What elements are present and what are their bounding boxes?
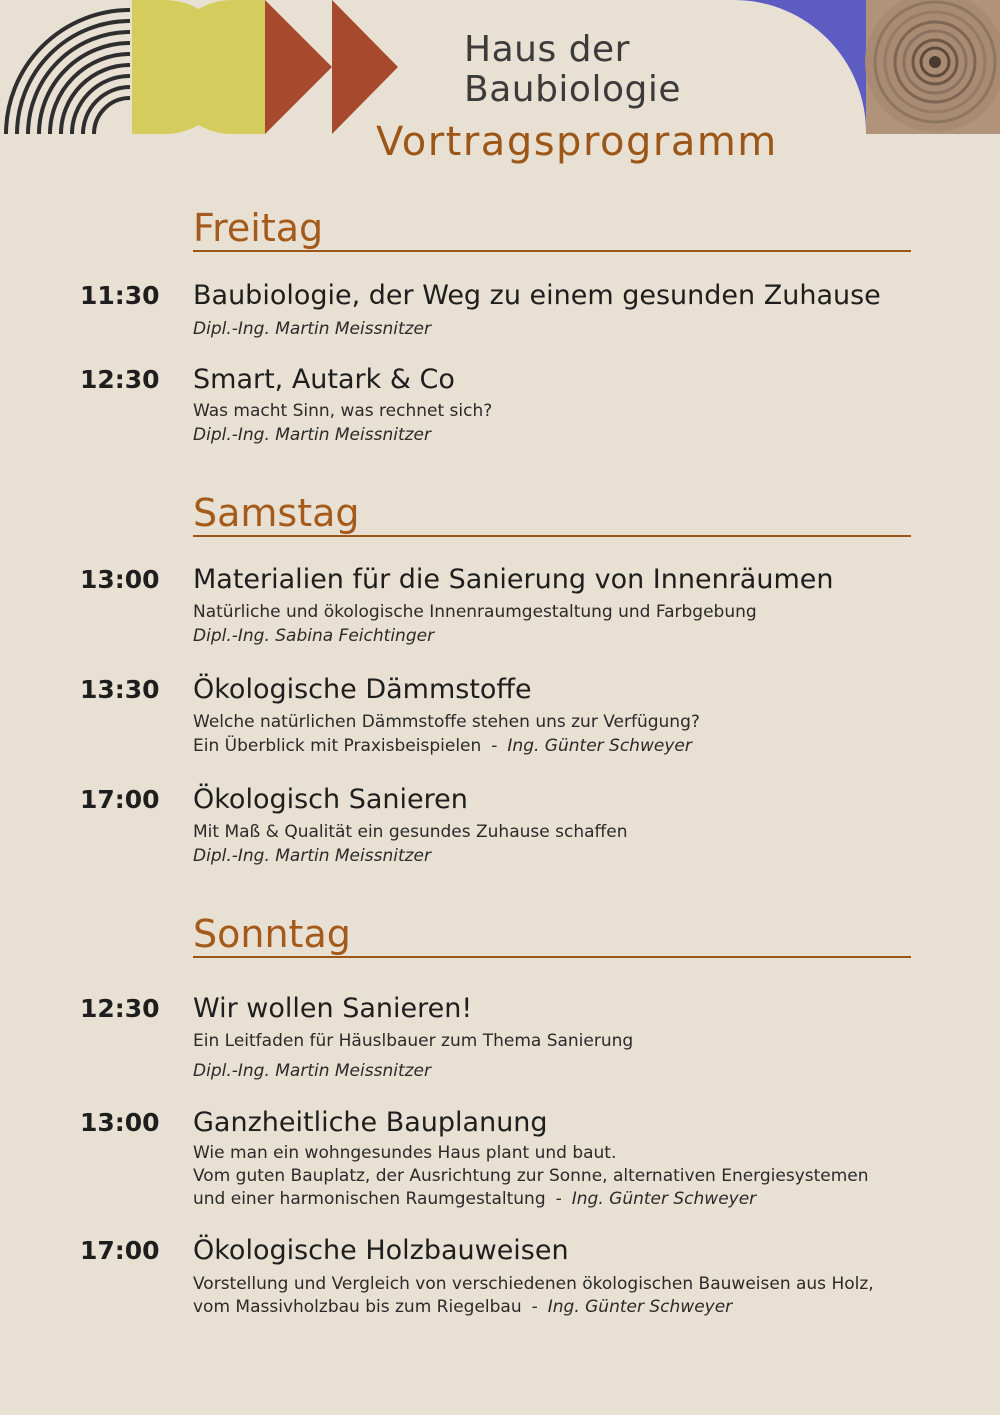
separator-dash: -: [531, 1297, 538, 1317]
event-description-text: und einer harmonischen Raumgestaltung: [193, 1189, 546, 1209]
event-description-line: [193, 1296, 953, 1319]
event-speaker: Ing. Günter Schweyer: [507, 736, 692, 756]
event-title: Smart, Autark & Co: [193, 364, 455, 395]
event-speaker: Dipl.-Ing. Martin Meissnitzer: [193, 425, 431, 445]
event-time: 11:30: [80, 281, 160, 310]
event-time: 17:00: [80, 1236, 160, 1265]
event-speaker: Dipl.-Ing. Sabina Feichtinger: [193, 626, 435, 646]
event-description: Welche natürlichen Dämmstoffe stehen uns zur Verfügung?: [193, 712, 700, 732]
event-time: 12:30: [80, 365, 160, 394]
event-title: Ökologische Dämmstoffe: [193, 674, 532, 705]
separator-dash: -: [555, 1189, 562, 1209]
event-description: Wie man ein wohngesundes Haus plant und baut.: [193, 1143, 617, 1163]
event-title: Ökologisch Sanieren: [193, 784, 468, 815]
event-description: Natürliche und ökologische Innenraumgestaltung und Farbgebung: [193, 602, 757, 622]
event-title: Ganzheitliche Bauplanung: [193, 1107, 548, 1138]
event-speaker: Dipl.-Ing. Martin Meissnitzer: [193, 846, 431, 866]
brand-line-1: Haus der: [464, 29, 630, 70]
event-time: 17:00: [80, 785, 160, 814]
event-title: Baubiologie, der Weg zu einem gesunden Zuhause: [193, 280, 881, 311]
purple-quarter-circle-graphic: [735, 0, 866, 132]
event-speaker: Ing. Günter Schweyer: [547, 1297, 733, 1317]
separator-dash: -: [491, 736, 498, 756]
event-description: Ein Leitfaden für Häuslbauer zum Thema Sanierung: [193, 1031, 634, 1051]
event-time: 13:00: [80, 565, 160, 594]
wood-rings-graphic: [865, 0, 1000, 134]
concentric-arcs-graphic: [6, 10, 130, 134]
event-speaker: Dipl.-Ing. Martin Meissnitzer: [193, 1061, 431, 1081]
event-description-line: [193, 1188, 953, 1211]
brand-name: [464, 30, 681, 110]
event-description: Mit Maß & Qualität ein gesundes Zuhause schaffen: [193, 822, 628, 842]
day-heading-sonntag: Sonntag: [193, 912, 911, 958]
day-heading-freitag: Freitag: [193, 206, 911, 252]
event-description: Vorstellung und Vergleich von verschiedenen ökologischen Bauweisen aus Holz,: [193, 1274, 874, 1294]
event-time: 13:30: [80, 675, 160, 704]
brand-line-2: Baubiologie: [464, 69, 681, 110]
page-title: Vortragsprogramm: [376, 119, 778, 165]
event-description: Vom guten Bauplatz, der Ausrichtung zur Sonne, alternativen Energiesystemen: [193, 1166, 869, 1186]
yellow-half-circles-graphic: [132, 0, 265, 134]
day-heading-samstag: Samstag: [193, 491, 911, 537]
rust-triangles-graphic: [265, 0, 398, 134]
event-title: Ökologische Holzbauweisen: [193, 1235, 569, 1266]
event-description: Was macht Sinn, was rechnet sich?: [193, 401, 493, 421]
event-time: 12:30: [80, 994, 160, 1023]
event-description-text: Ein Überblick mit Praxisbeispielen: [193, 736, 482, 756]
event-speaker: Dipl.-Ing. Martin Meissnitzer: [193, 319, 431, 339]
event-title: Wir wollen Sanieren!: [193, 993, 473, 1024]
event-description-text: vom Massivholzbau bis zum Riegelbau: [193, 1297, 522, 1317]
event-description-line: [193, 734, 953, 759]
event-time: 13:00: [80, 1108, 160, 1137]
event-title: Materialien für die Sanierung von Innenräumen: [193, 564, 834, 595]
event-speaker: Ing. Günter Schweyer: [571, 1189, 757, 1209]
